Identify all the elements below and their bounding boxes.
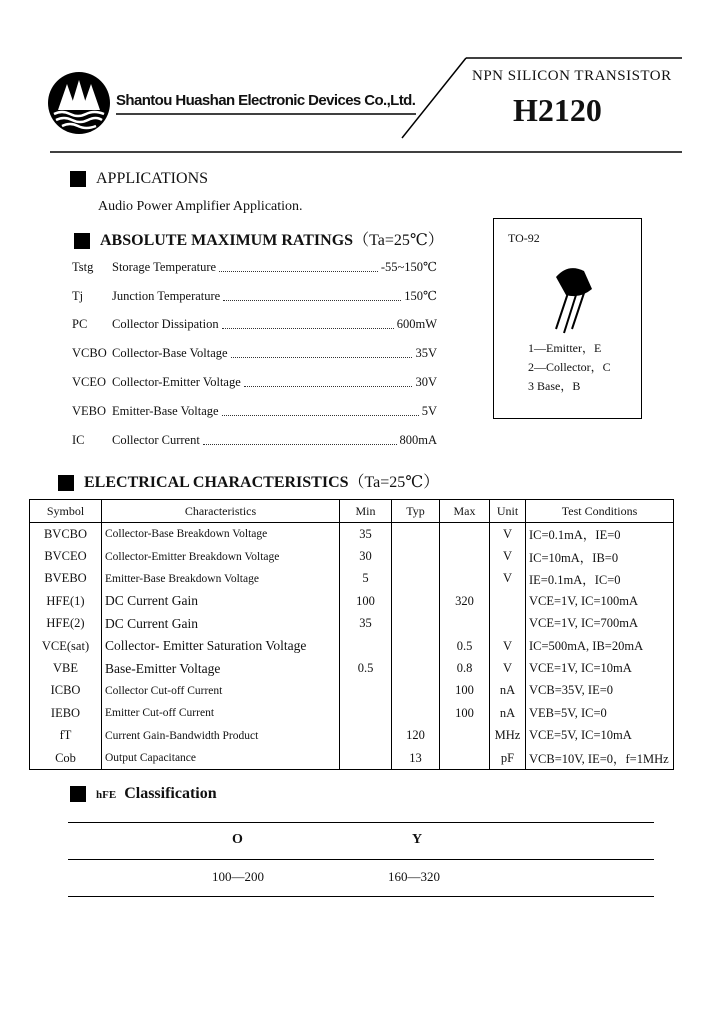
class-value-o: 100—200 bbox=[212, 869, 264, 884]
applications-heading: APPLICATIONS bbox=[70, 170, 208, 188]
table-cell: 100 bbox=[440, 680, 490, 702]
table-cell bbox=[440, 725, 490, 747]
table-cell bbox=[392, 680, 440, 702]
table-row bbox=[30, 702, 674, 724]
table-row bbox=[30, 657, 674, 679]
table-cell: IC=500mA, IB=20mA bbox=[526, 635, 674, 657]
table-cell: BVCEO bbox=[30, 545, 102, 567]
table-cell bbox=[392, 702, 440, 724]
rating-row bbox=[72, 404, 437, 419]
table-cell: Collector-Emitter Breakdown Voltage bbox=[102, 545, 340, 567]
rating-name: Collector-Base Voltage bbox=[112, 346, 228, 360]
column-header: Typ bbox=[392, 500, 440, 523]
column-header: Max bbox=[440, 500, 490, 523]
product-type: NPN SILICON TRANSISTOR bbox=[472, 68, 672, 84]
pin-list bbox=[528, 339, 611, 396]
table-cell: 5 bbox=[340, 568, 392, 590]
part-number: H2120 bbox=[513, 92, 602, 128]
table-cell: VCE=1V, IC=100mA bbox=[526, 590, 674, 612]
table-cell: VCE=1V, IC=10mA bbox=[526, 657, 674, 679]
abs-max-heading: ABSOLUTE MAXIMUM RATINGS（Ta=25℃） bbox=[74, 227, 444, 250]
table-cell: nA bbox=[490, 702, 526, 724]
column-header: Min bbox=[340, 500, 392, 523]
table-cell: BVEBO bbox=[30, 568, 102, 590]
table-cell: V bbox=[490, 657, 526, 679]
dot-leader bbox=[244, 385, 413, 387]
table-header-row bbox=[30, 500, 674, 523]
table-cell bbox=[392, 568, 440, 590]
class-value-y: 160—320 bbox=[388, 869, 440, 884]
table-cell: Current Gain-Bandwidth Product bbox=[102, 725, 340, 747]
table-cell: V bbox=[490, 523, 526, 546]
package-name: TO-92 bbox=[508, 231, 540, 245]
table-cell bbox=[440, 747, 490, 770]
dot-leader bbox=[219, 270, 378, 272]
rating-symbol: VCEO bbox=[72, 375, 107, 389]
table-cell: Emitter Cut-off Current bbox=[102, 702, 340, 724]
rating-value: 30V bbox=[415, 375, 437, 389]
header-rule bbox=[46, 56, 686, 156]
rating-symbol: PC bbox=[72, 317, 88, 331]
rating-row bbox=[72, 259, 437, 275]
bullet-square-icon bbox=[74, 233, 90, 249]
column-header: Test Conditions bbox=[526, 500, 674, 523]
table-row bbox=[30, 725, 674, 747]
table-cell: 120 bbox=[392, 725, 440, 747]
column-header: Symbol bbox=[30, 500, 102, 523]
table-cell: ICBO bbox=[30, 680, 102, 702]
table-cell bbox=[490, 590, 526, 612]
company-name: Shantou Huashan Electronic Devices Co.,Ltd. bbox=[116, 92, 416, 109]
table-cell: Base-Emitter Voltage bbox=[102, 657, 340, 679]
dot-leader bbox=[203, 443, 397, 445]
table-row bbox=[30, 635, 674, 657]
pin-1: 1—Emitter，E bbox=[528, 341, 602, 355]
table-cell: DC Current Gain bbox=[102, 613, 340, 635]
table-cell: IC=10mA，IB=0 bbox=[526, 545, 674, 567]
table-cell bbox=[340, 747, 392, 770]
pin-3: 3 Base，B bbox=[528, 379, 581, 393]
rating-name: Collector Current bbox=[112, 433, 200, 447]
class-header-y: Y bbox=[412, 832, 423, 847]
rating-symbol: VEBO bbox=[72, 404, 107, 418]
rating-name: Storage Temperature bbox=[112, 260, 217, 274]
table-cell bbox=[490, 613, 526, 635]
table-cell: 30 bbox=[340, 545, 392, 567]
rating-name: Collector-Emitter Voltage bbox=[112, 375, 241, 389]
table-cell: Collector Cut-off Current bbox=[102, 680, 340, 702]
package-box bbox=[493, 218, 642, 419]
table-cell: IEBO bbox=[30, 702, 102, 724]
table-body bbox=[30, 523, 674, 770]
rating-name: Collector Dissipation bbox=[112, 317, 219, 331]
table-cell: 100 bbox=[340, 590, 392, 612]
elec-heading: ELECTRICAL CHARACTERISTICS（Ta=25℃） bbox=[58, 469, 439, 492]
table-cell: 0.5 bbox=[340, 657, 392, 679]
table-cell: VCE=5V, IC=10mA bbox=[526, 725, 674, 747]
table-cell bbox=[392, 657, 440, 679]
table-cell: Collector-Base Breakdown Voltage bbox=[102, 523, 340, 546]
column-header: Unit bbox=[490, 500, 526, 523]
to92-package-icon bbox=[544, 259, 604, 344]
table-cell bbox=[440, 613, 490, 635]
rating-row bbox=[72, 288, 437, 304]
rating-symbol: IC bbox=[72, 433, 85, 447]
hfe-heading: hFE Classification bbox=[70, 785, 217, 803]
table-cell bbox=[392, 635, 440, 657]
class-rule-top bbox=[68, 822, 654, 823]
rating-symbol: Tstg bbox=[72, 260, 94, 274]
class-rule-mid bbox=[68, 859, 654, 860]
rating-value: 35V bbox=[415, 346, 437, 360]
table-cell: Collector- Emitter Saturation Voltage bbox=[102, 635, 340, 657]
table-row bbox=[30, 545, 674, 567]
bullet-square-icon bbox=[70, 786, 86, 802]
table-cell bbox=[340, 725, 392, 747]
bullet-square-icon bbox=[58, 475, 74, 491]
rating-row bbox=[72, 317, 437, 332]
rating-value: 150℃ bbox=[404, 289, 437, 303]
table-cell: 0.8 bbox=[440, 657, 490, 679]
table-row bbox=[30, 523, 674, 546]
table-cell bbox=[440, 568, 490, 590]
table-cell bbox=[392, 613, 440, 635]
table-cell bbox=[392, 523, 440, 546]
rating-symbol: VCBO bbox=[72, 346, 107, 360]
rating-value: 600mW bbox=[396, 317, 437, 331]
dot-leader bbox=[222, 327, 394, 329]
table-row bbox=[30, 747, 674, 770]
table-cell: VEB=5V, IC=0 bbox=[526, 702, 674, 724]
rating-row bbox=[72, 433, 437, 448]
table-cell: fT bbox=[30, 725, 102, 747]
dot-leader bbox=[231, 356, 413, 358]
table-cell: VCE=1V, IC=700mA bbox=[526, 613, 674, 635]
rating-value: 5V bbox=[421, 404, 437, 418]
applications-text: Audio Power Amplifier Application. bbox=[98, 199, 303, 214]
table-cell: nA bbox=[490, 680, 526, 702]
table-cell: Output Capacitance bbox=[102, 747, 340, 770]
table-cell bbox=[440, 545, 490, 567]
table-row bbox=[30, 613, 674, 635]
table-cell bbox=[340, 702, 392, 724]
table-cell: 100 bbox=[440, 702, 490, 724]
rating-name: Junction Temperature bbox=[112, 289, 221, 303]
table-cell: MHz bbox=[490, 725, 526, 747]
table-cell bbox=[440, 523, 490, 546]
table-cell: VCB=10V, IE=0，f=1MHz bbox=[526, 747, 674, 770]
table-cell bbox=[340, 635, 392, 657]
table-cell: HFE(2) bbox=[30, 613, 102, 635]
dot-leader bbox=[223, 299, 401, 301]
table-cell: VCE(sat) bbox=[30, 635, 102, 657]
table-cell: 35 bbox=[340, 613, 392, 635]
class-header-o: O bbox=[232, 832, 243, 847]
table-cell: V bbox=[490, 635, 526, 657]
table-cell: VBE bbox=[30, 657, 102, 679]
table-cell bbox=[392, 590, 440, 612]
table-cell: 35 bbox=[340, 523, 392, 546]
table-cell: 13 bbox=[392, 747, 440, 770]
table-cell: IC=0.1mA，IE=0 bbox=[526, 523, 674, 546]
table-cell: HFE(1) bbox=[30, 590, 102, 612]
rating-symbol: Tj bbox=[72, 289, 84, 303]
table-cell: V bbox=[490, 545, 526, 567]
table-row bbox=[30, 680, 674, 702]
rating-value: -55~150℃ bbox=[380, 260, 437, 274]
table-cell bbox=[392, 545, 440, 567]
column-header: Characteristics bbox=[102, 500, 340, 523]
table-cell: IE=0.1mA，IC=0 bbox=[526, 568, 674, 590]
table-cell: 320 bbox=[440, 590, 490, 612]
rating-row bbox=[72, 346, 437, 361]
table-cell: pF bbox=[490, 747, 526, 770]
bullet-square-icon bbox=[70, 171, 86, 187]
table-cell bbox=[340, 680, 392, 702]
table-cell: Emitter-Base Breakdown Voltage bbox=[102, 568, 340, 590]
table-cell: 0.5 bbox=[440, 635, 490, 657]
dot-leader bbox=[222, 414, 419, 416]
table-row bbox=[30, 590, 674, 612]
table-cell: V bbox=[490, 568, 526, 590]
table-cell: DC Current Gain bbox=[102, 590, 340, 612]
rating-value: 800mA bbox=[399, 433, 437, 447]
rating-name: Emitter-Base Voltage bbox=[112, 404, 219, 418]
table-cell: VCB=35V, IE=0 bbox=[526, 680, 674, 702]
pin-2: 2—Collector，C bbox=[528, 360, 611, 374]
class-rule-bottom bbox=[68, 896, 654, 897]
table-cell: Cob bbox=[30, 747, 102, 770]
electrical-table bbox=[29, 499, 674, 770]
rating-row bbox=[72, 375, 437, 390]
table-cell: BVCBO bbox=[30, 523, 102, 546]
table-row bbox=[30, 568, 674, 590]
